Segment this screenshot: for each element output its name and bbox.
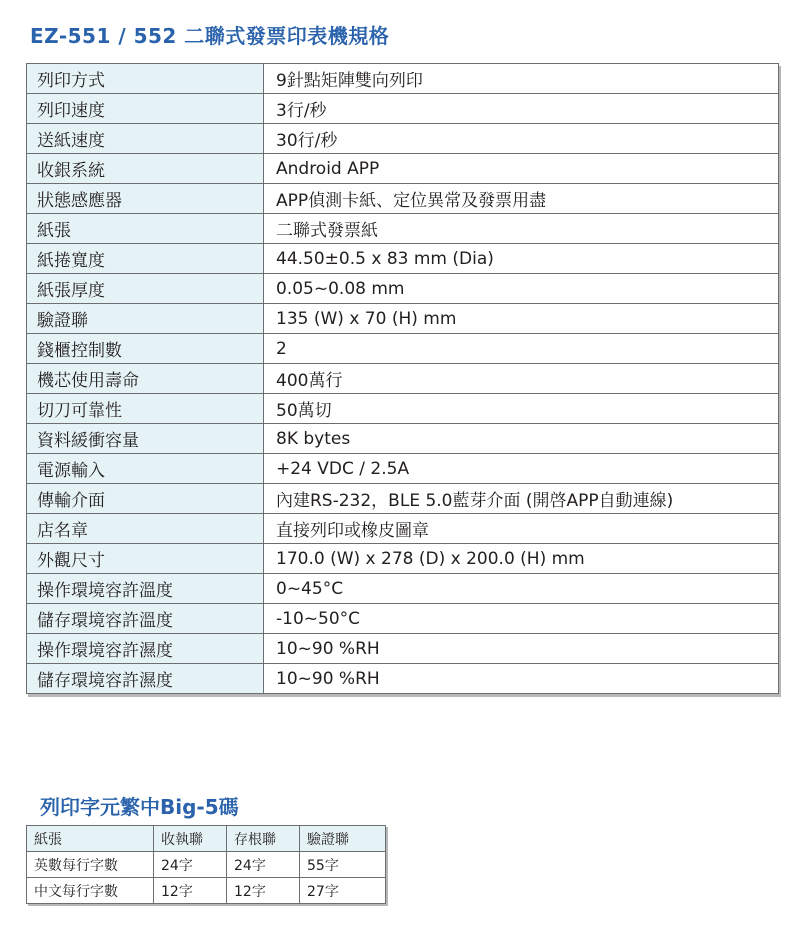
table-header-row	[27, 826, 386, 852]
spec-row	[27, 664, 779, 694]
spec-value: 170.0 (W) x 278 (D) x 200.0 (H) mm	[264, 544, 779, 574]
spec-value: 135 (W) x 70 (H) mm	[264, 304, 779, 334]
spec-label: 操作環境容許濕度	[27, 634, 264, 664]
table-cell: 55字	[300, 852, 386, 878]
spec-value: 10~90 %RH	[264, 664, 779, 694]
table-cell: 27字	[300, 878, 386, 904]
spec-row	[27, 304, 779, 334]
spec-row	[27, 154, 779, 184]
spec-row	[27, 424, 779, 454]
spec-label: 列印速度	[27, 94, 264, 124]
column-header: 存根聯	[227, 826, 300, 852]
spec-label: 電源輸入	[27, 454, 264, 484]
spec-label: 收銀系統	[27, 154, 264, 184]
spec-value: +24 VDC / 2.5A	[264, 454, 779, 484]
spec-table	[26, 63, 779, 694]
chars-per-line-table	[26, 825, 386, 904]
column-header: 紙張	[27, 826, 154, 852]
column-header: 驗證聯	[300, 826, 386, 852]
spec-row	[27, 574, 779, 604]
spec-label: 錢櫃控制數	[27, 334, 264, 364]
column-header: 收執聯	[154, 826, 227, 852]
table-row	[27, 852, 386, 878]
table-cell: 中文每行字數	[27, 878, 154, 904]
spec-value: -10~50°C	[264, 604, 779, 634]
page-title: EZ-551 / 552 二聯式發票印表機規格	[30, 24, 390, 48]
table-row	[27, 878, 386, 904]
spec-value: 10~90 %RH	[264, 634, 779, 664]
spec-value: 44.50±0.5 x 83 mm (Dia)	[264, 244, 779, 274]
spec-value: 2	[264, 334, 779, 364]
spec-label: 資料緩衝容量	[27, 424, 264, 454]
table-cell: 24字	[154, 852, 227, 878]
spec-row	[27, 394, 779, 424]
spec-value: 0~45°C	[264, 574, 779, 604]
spec-label: 操作環境容許溫度	[27, 574, 264, 604]
spec-label: 列印方式	[27, 64, 264, 94]
spec-row	[27, 514, 779, 544]
spec-label: 切刀可靠性	[27, 394, 264, 424]
spec-label: 驗證聯	[27, 304, 264, 334]
spec-value: 400萬行	[264, 364, 779, 394]
spec-label: 紙捲寬度	[27, 244, 264, 274]
spec-label: 儲存環境容許溫度	[27, 604, 264, 634]
spec-row	[27, 94, 779, 124]
spec-label: 儲存環境容許濕度	[27, 664, 264, 694]
spec-row	[27, 214, 779, 244]
spec-row	[27, 364, 779, 394]
spec-row	[27, 244, 779, 274]
spec-label: 機芯使用壽命	[27, 364, 264, 394]
spec-label: 傳輸介面	[27, 484, 264, 514]
spec-row	[27, 64, 779, 94]
spec-value: 8K bytes	[264, 424, 779, 454]
section-title: 列印字元繁中Big-5碼	[40, 795, 239, 819]
spec-value: 3行/秒	[264, 94, 779, 124]
spec-row	[27, 274, 779, 304]
spec-row	[27, 484, 779, 514]
spec-row	[27, 454, 779, 484]
spec-value: 內建RS-232，BLE 5.0藍芽介面 (開啓APP自動連線)	[264, 484, 779, 514]
spec-value: 30行/秒	[264, 124, 779, 154]
spec-label: 送紙速度	[27, 124, 264, 154]
spec-row	[27, 124, 779, 154]
spec-row	[27, 184, 779, 214]
table-cell: 英數每行字數	[27, 852, 154, 878]
spec-value: 0.05~0.08 mm	[264, 274, 779, 304]
spec-label: 紙張厚度	[27, 274, 264, 304]
spec-label: 外觀尺寸	[27, 544, 264, 574]
spec-value: 50萬切	[264, 394, 779, 424]
spec-row	[27, 604, 779, 634]
spec-row	[27, 334, 779, 364]
spec-row	[27, 544, 779, 574]
spec-value: APP偵測卡紙、定位異常及發票用盡	[264, 184, 779, 214]
spec-value: 直接列印或橡皮圖章	[264, 514, 779, 544]
table-cell: 24字	[227, 852, 300, 878]
table-cell: 12字	[227, 878, 300, 904]
spec-value: Android APP	[264, 154, 779, 184]
spec-row	[27, 634, 779, 664]
table-cell: 12字	[154, 878, 227, 904]
spec-value: 9針點矩陣雙向列印	[264, 64, 779, 94]
spec-label: 狀態感應器	[27, 184, 264, 214]
spec-label: 店名章	[27, 514, 264, 544]
spec-label: 紙張	[27, 214, 264, 244]
spec-value: 二聯式發票紙	[264, 214, 779, 244]
